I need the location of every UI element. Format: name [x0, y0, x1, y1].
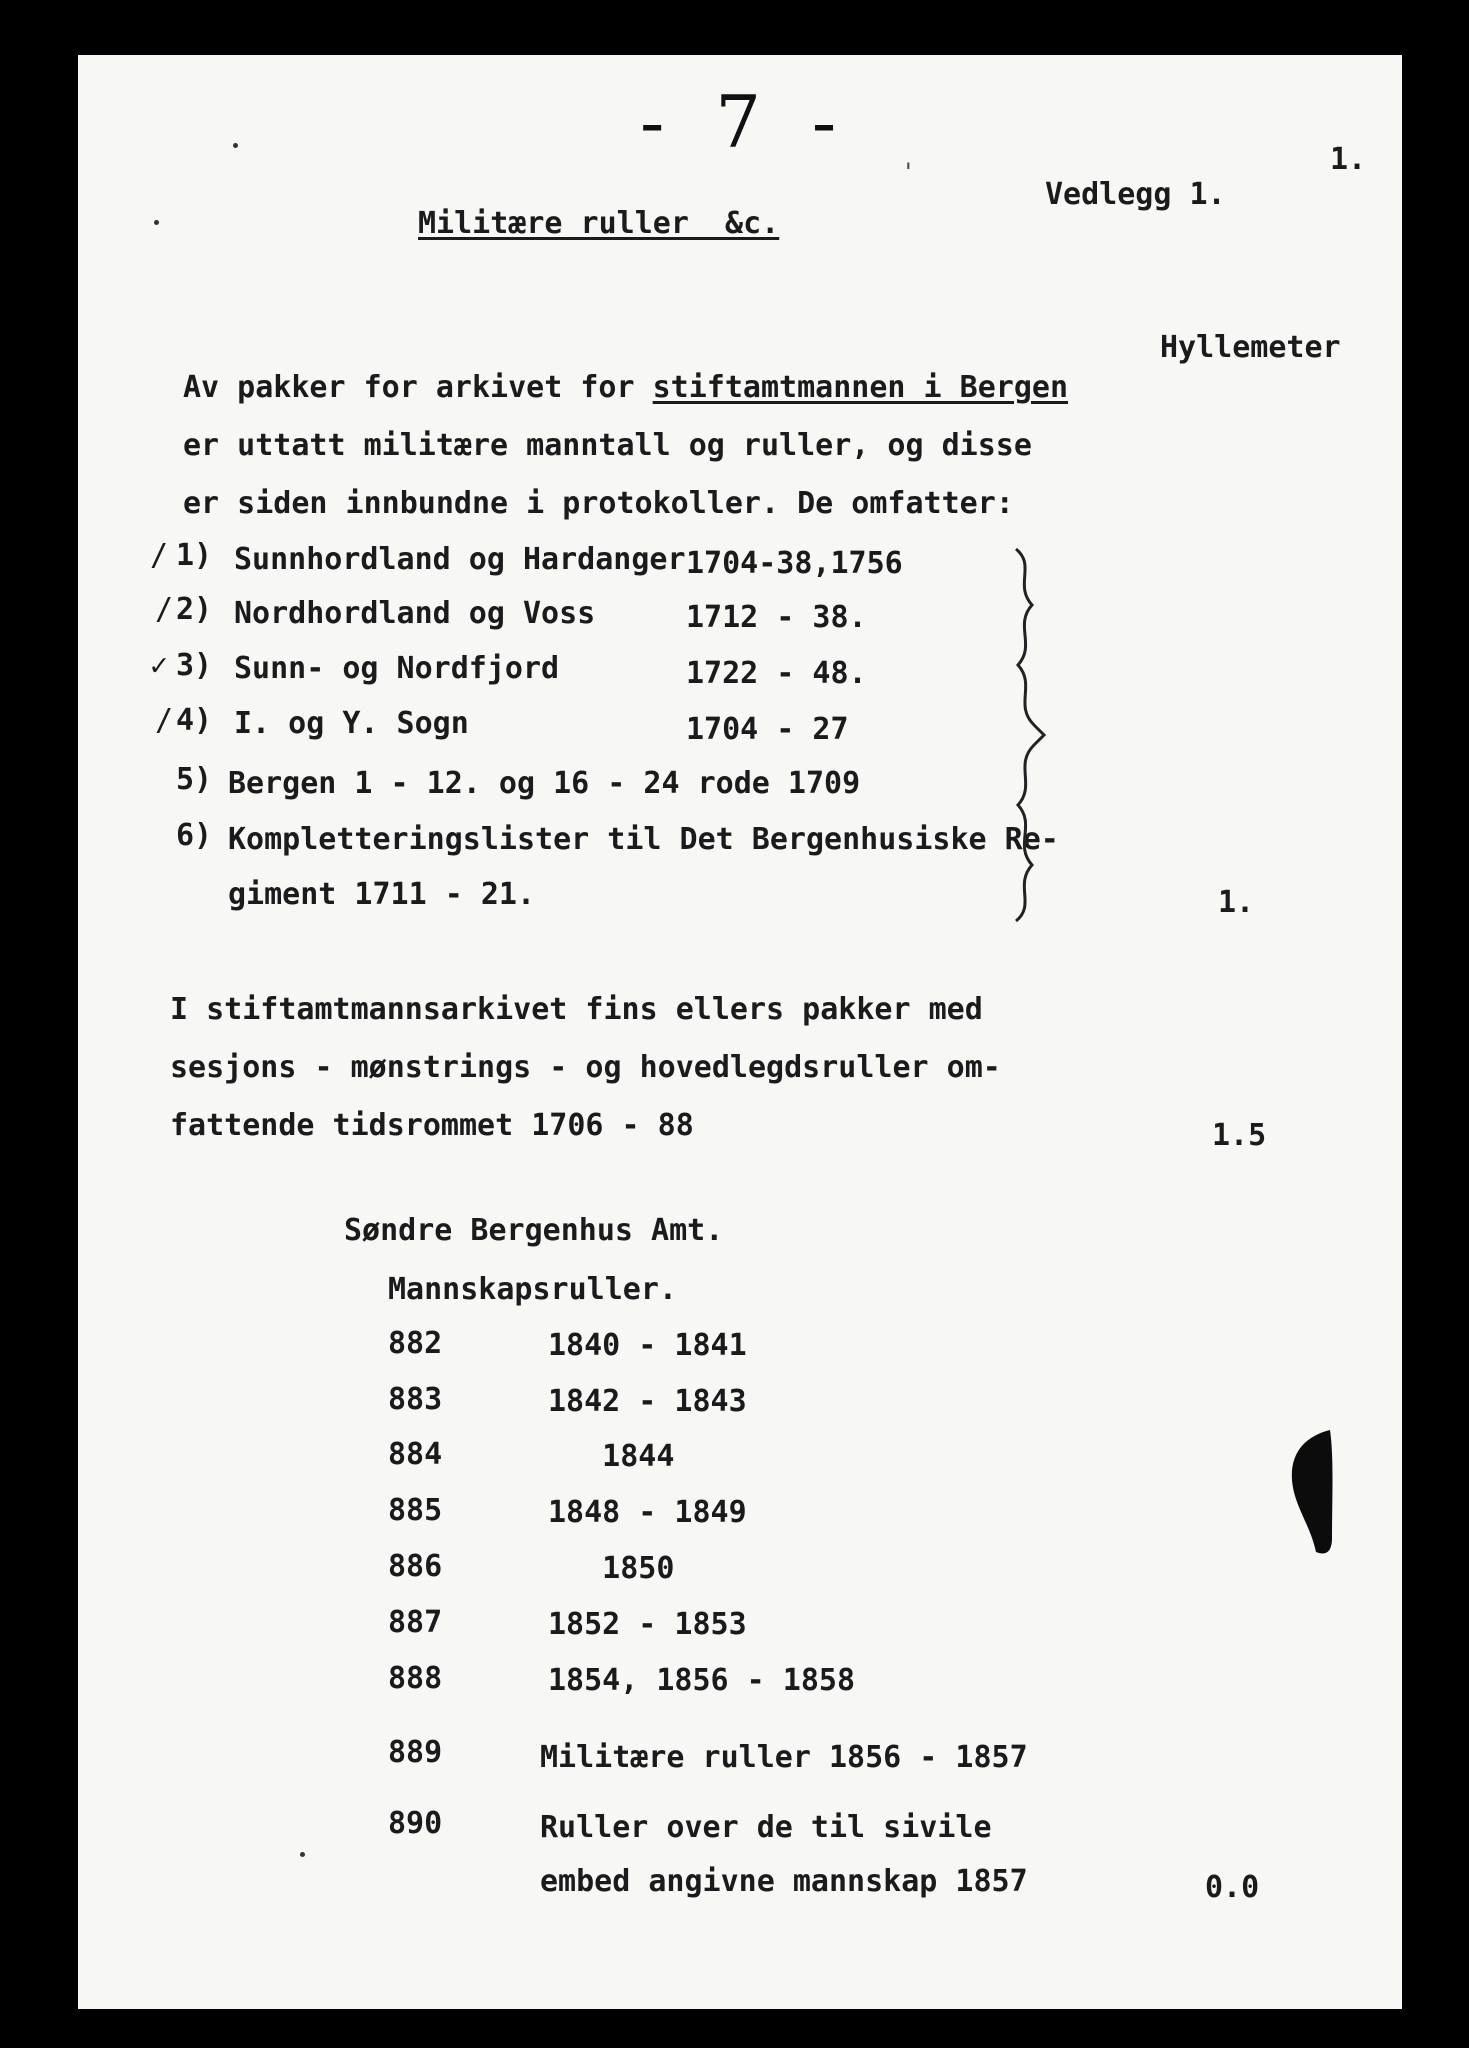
row-number: 888: [388, 1661, 443, 1696]
list-check-mark: /: [150, 538, 169, 573]
row-description: Militære ruller 1856 - 1857: [540, 1740, 1028, 1775]
para2-line-3: fattende tidsrommet 1706 - 88: [170, 1108, 694, 1143]
row-description: 1850: [548, 1551, 675, 1586]
list-number: 6): [176, 818, 213, 853]
list-text: Sunnhordland og Hardanger: [234, 542, 686, 577]
list-number: 1): [176, 538, 213, 573]
list-check-mark: /: [155, 703, 174, 738]
list-number: 3): [176, 648, 213, 683]
row-description: Ruller over de til sivile: [540, 1810, 992, 1845]
list-check-mark: /: [155, 592, 174, 627]
speck: [154, 220, 159, 225]
list-text: Nordhordland og Voss: [234, 596, 596, 631]
document-heading: Militære ruller &c.: [418, 206, 780, 241]
intro-line-1: [183, 370, 1068, 406]
list-number: 2): [176, 592, 213, 627]
intro-line-1-prefix: Av pakker for arkivet for: [183, 370, 653, 405]
list-years: 1712 - 38.: [686, 600, 867, 635]
row-description: 1842 - 1843: [548, 1384, 747, 1419]
section-last-meter-value: 0.0: [1205, 1870, 1260, 1905]
list-text: Kompletteringslister til Det Bergenhusiske Re-: [228, 822, 1059, 857]
list-years: 1704 - 27: [686, 712, 849, 747]
para2-line-1: I stiftamtmannsarkivet fins ellers pakker med: [170, 992, 983, 1027]
list-number: 5): [176, 762, 213, 797]
list-text: I. og Y. Sogn: [234, 706, 469, 741]
row-number: 890: [388, 1806, 443, 1841]
row-number: 883: [388, 1382, 443, 1417]
row-description: 1844: [548, 1439, 675, 1474]
list-text: Sunn- og Nordfjord: [234, 651, 560, 686]
row-description: 1854, 1856 - 1858: [548, 1663, 856, 1698]
list-meter-value: 1.: [1218, 885, 1255, 920]
corner-number: 1.: [1330, 142, 1367, 177]
row-number: 882: [388, 1326, 443, 1361]
section-subtitle: Mannskapsruller.: [388, 1272, 677, 1307]
attachment-label: Vedlegg 1.: [1045, 177, 1226, 212]
list-text: Bergen 1 - 12. og 16 - 24 rode 1709: [228, 766, 861, 801]
para2-line-2: sesjons - mønstrings - og hovedlegdsruller om-: [170, 1050, 1001, 1085]
row-number: 887: [388, 1605, 443, 1640]
speck: [233, 143, 238, 148]
column-heading-hyllemeter: Hyllemeter: [1160, 330, 1341, 365]
para2-meter-value: 1.5: [1212, 1118, 1267, 1153]
curly-brace: [1008, 545, 1048, 925]
section-title: Søndre Bergenhus Amt.: [344, 1213, 724, 1248]
handwritten-page-number: - 7 -: [640, 80, 851, 164]
row-number: 886: [388, 1549, 443, 1584]
intro-line-2: er uttatt militære manntall og ruller, og disse: [183, 428, 1032, 463]
speck: [300, 1852, 305, 1857]
list-number: 4): [176, 703, 213, 738]
list-years: 1722 - 48.: [686, 656, 867, 691]
list-years: 1704-38,1756: [686, 546, 903, 581]
list-check-mark: ✓: [150, 648, 169, 683]
section-last-line: embed angivne mannskap 1857: [540, 1864, 1028, 1899]
ink-blot: [1286, 1428, 1336, 1558]
row-number: 885: [388, 1493, 443, 1528]
row-description: 1840 - 1841: [548, 1328, 747, 1363]
row-number: 884: [388, 1437, 443, 1472]
list-continuation: giment 1711 - 21.: [228, 877, 536, 912]
row-description: 1852 - 1853: [548, 1607, 747, 1642]
row-number: 889: [388, 1735, 443, 1770]
row-description: 1848 - 1849: [548, 1495, 747, 1530]
intro-line-3: er siden innbundne i protokoller. De omfatter:: [183, 486, 1014, 521]
intro-line-1-underlined: stiftamtmannen i Bergen: [652, 370, 1069, 405]
speck-mark: ': [905, 158, 912, 186]
